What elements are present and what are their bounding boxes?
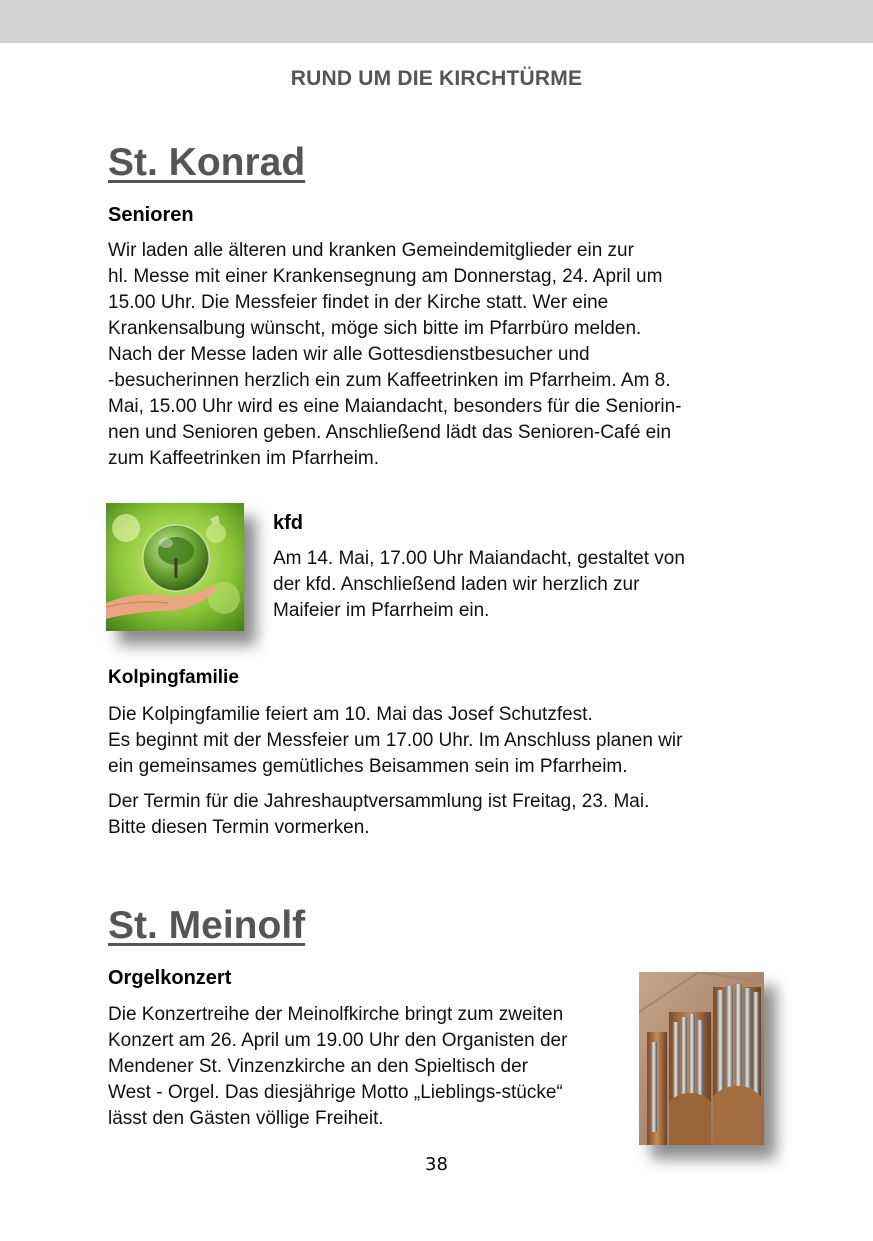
text-line: zum Kaffeetrinken im Pfarrheim.: [108, 448, 380, 469]
text-line: Mendener St. Vinzenzkirche an den Spieltisch der: [108, 1056, 529, 1077]
text-line: Mai, 15.00 Uhr wird es eine Maiandacht, besonders für die Seniorin-: [108, 396, 682, 417]
top-bar: [0, 0, 873, 43]
text-line: Die Kolpingfamilie feiert am 10. Mai das Josef Schutzfest.: [108, 704, 593, 725]
text-line: 15.00 Uhr. Die Messfeier findet in der Kirche statt. Wer eine: [108, 292, 609, 313]
text-line: der kfd. Anschließend laden wir herzlich zur: [273, 574, 640, 595]
text-line: lässt den Gästen völlige Freiheit.: [108, 1108, 384, 1129]
paragraph-orgelkonzert: [108, 1002, 567, 1132]
text-line: Konzert am 26. April um 19.00 Uhr den Organisten der: [108, 1030, 568, 1051]
text-line: Krankensalbung wünscht, möge sich bitte im Pfarrbüro melden.: [108, 318, 642, 339]
page-number: 38: [425, 1154, 448, 1175]
heading-kolpingfamilie: Kolpingfamilie: [108, 667, 239, 688]
paragraph-senioren: [108, 238, 681, 472]
text-line: hl. Messe mit einer Krankensegnung am Donnerstag, 24. April um: [108, 266, 663, 287]
section-title-st-meinolf: St. Meinolf: [108, 904, 306, 947]
organ-image: [639, 972, 764, 1145]
organ-photo: [639, 972, 764, 1145]
section-title-st-konrad: St. Konrad: [108, 141, 306, 184]
text-line: nen und Senioren geben. Anschließend lädt das Senioren-Café ein: [108, 422, 672, 443]
globe-hand-image: [106, 503, 244, 631]
paragraph-kolping-1: [108, 702, 682, 780]
heading-kfd: kfd: [273, 512, 303, 534]
text-line: Wir laden alle älteren und kranken Gemeindemitglieder ein zur: [108, 240, 634, 261]
text-line: West - Orgel. Das diesjährige Motto „Lieblings-stücke“: [108, 1082, 563, 1103]
text-line: Es beginnt mit der Messfeier um 17.00 Uhr. Im Anschluss planen wir: [108, 730, 683, 751]
globe-hand-photo: [106, 503, 244, 631]
text-line: Maifeier im Pfarrheim ein.: [273, 600, 490, 621]
page-header: RUND UM DIE KIRCHTÜRME: [290, 67, 583, 90]
heading-orgelkonzert: Orgelkonzert: [108, 967, 232, 989]
text-line: ein gemeinsames gemütliches Beisammen sein im Pfarrheim.: [108, 756, 628, 777]
text-line: Bitte diesen Termin vormerken.: [108, 817, 370, 838]
text-line: -besucherinnen herzlich ein zum Kaffeetrinken im Pfarrheim. Am 8.: [108, 370, 671, 391]
text-line: Am 14. Mai, 17.00 Uhr Maiandacht, gestaltet von: [273, 548, 685, 569]
paragraph-kolping-2: [108, 789, 649, 841]
text-line: Der Termin für die Jahreshauptversammlung ist Freitag, 23. Mai.: [108, 791, 650, 812]
paragraph-kfd: [273, 546, 685, 624]
text-line: Nach der Messe laden wir alle Gottesdienstbesucher und: [108, 344, 590, 365]
heading-senioren: Senioren: [108, 204, 194, 226]
text-line: Die Konzertreihe der Meinolfkirche bringt zum zweiten: [108, 1004, 564, 1025]
